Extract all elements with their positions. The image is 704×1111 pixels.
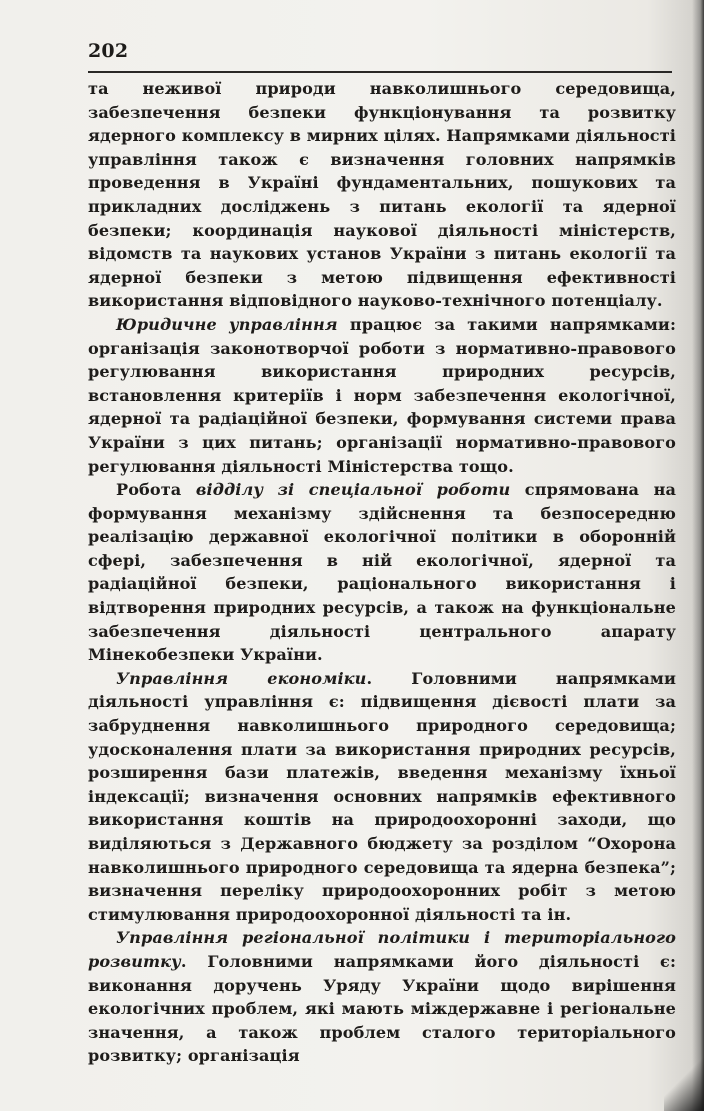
page-text	[88, 77, 676, 1068]
page-corner-shadow	[664, 1051, 704, 1111]
paragraph-text: . Головними напрямками його діяльності є: виконання доручень Уряду України щодо вирішення екологічних проблем, які мають міждержавне і регіональне значення, а також проблем сталого територіального розвитку; організація	[88, 951, 676, 1066]
paragraph-term: Юридичне управління	[116, 314, 338, 334]
page-number: 202	[88, 40, 129, 62]
paragraph-continued	[88, 77, 676, 313]
paragraph-economics-department	[88, 667, 676, 927]
paragraph-text: та неживої природи навколишнього середовища, забезпечення безпеки функціонування та розвитку ядерного комплексу в мирних цілях. Напрямками діяльності управління також є визначення головних напрямків проведення в Україні фундаментальних, пошукових та прикладних досліджень з питань екології та ядерної безпеки; координація наукової діяльності міністерств, відомств та наукових установ України з питань екології та ядерної безпеки з метою підвищення ефективності використання відповідного науково-технічного потенціалу.	[88, 79, 676, 311]
paragraph-term: Управління регіональної політики і територіального розвитку	[88, 928, 676, 971]
paragraph-text: спрямована на формування механізму здійснення та безпосередню реалізацію державної екологічної політики в оборонній сфері, забезпечення в ній екологічної, ядерної та радіаційної безпеки, раціонального використання і відтворення природних ресурсів, а також на функціональне забезпечення діяльності центрального апарату Мінекобезпеки України.	[88, 480, 676, 665]
paragraph-legal-department	[88, 313, 676, 478]
page-binding-shadow	[692, 0, 704, 1111]
paragraph-text: працює за такими напрямками: організація законотворчої роботи з нормативно-правового регулювання використання природних ресурсів, встановлення критеріїв і норм забезпечення екологічної, ядерної та радіаційної безпеки, формування системи права України з цих питань; організації нормативно-правового регулювання діяльності Міністерства тощо.	[88, 314, 676, 476]
header-rule	[88, 71, 672, 73]
paragraph-lead: Робота	[116, 480, 196, 500]
paragraph-special-work-department	[88, 478, 676, 667]
paragraph-term: Управління економіки	[116, 668, 367, 688]
paragraph-text: . Головними напрямками діяльності управління є: підвищення дієвості плати за забруднення навколишнього природного середовища; удосконалення плати за використання природних ресурсів, розширення бази платежів, введення механізму їхньої індексації; визначення основних напрямків ефективного використання коштів на природоохоронні заходи, що виділяються з Державного бюджету за розділом “Охорона навколишнього природного середовища та ядерна безпека”; визначення переліку природоохоронних робіт з метою стимулювання природоохоронної діяльності та ін.	[88, 668, 677, 924]
paragraph-term: відділу зі спеціальної роботи	[195, 480, 511, 500]
paragraph-regional-policy-department	[88, 926, 676, 1068]
